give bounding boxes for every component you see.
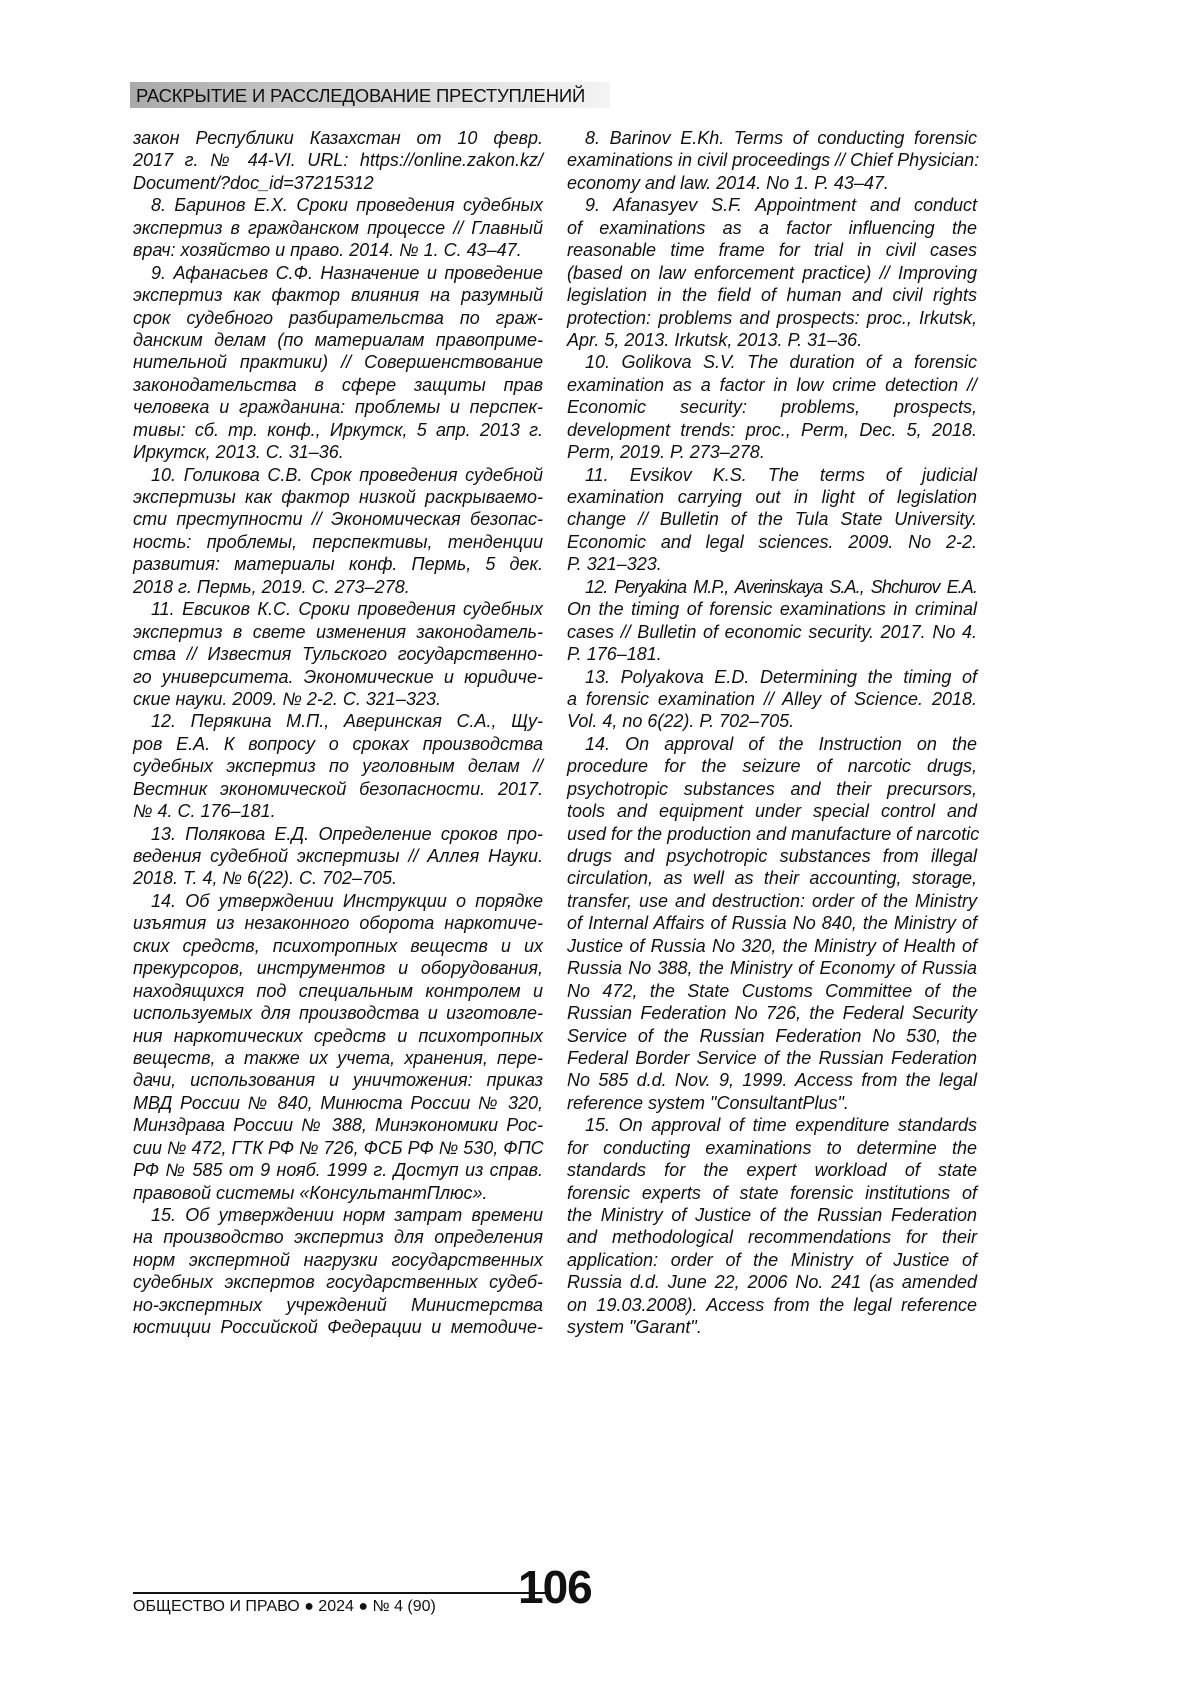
reference-line: ства // Известия Тульского государственно- — [133, 643, 543, 665]
reference-line: 10. Голикова С.В. Срок проведения судебной — [133, 464, 543, 486]
reference-line: P. 176–181. — [567, 643, 977, 665]
reference-line: Service of the Russian Federation No 530, the — [567, 1025, 977, 1047]
reference-line: Иркутск, 2013. С. 31–36. — [133, 441, 543, 463]
reference-line: drugs and psychotropic substances from illegal — [567, 845, 977, 867]
reference-line: Economic security: problems, prospects, — [567, 396, 977, 418]
reference-line: cases // Bulletin of economic security. 2017. No 4. — [567, 621, 977, 643]
reference-line: legislation in the field of human and civil rights — [567, 284, 977, 306]
page-number: 106 — [518, 1560, 592, 1614]
reference-line: examination as a factor in low crime detection // — [567, 374, 977, 396]
reference-line: ские науки. 2009. № 2-2. С. 321–323. — [133, 688, 543, 710]
reference-entry — [133, 262, 543, 464]
reference-line: судебных экспертиз по уголовным делам // — [133, 755, 543, 777]
reference-line: on 19.03.2008). Access from the legal reference — [567, 1294, 977, 1316]
reference-line: Document/?doc_id=37215312 — [133, 172, 543, 194]
reference-entry — [567, 351, 977, 463]
reference-line: 10. Golikova S.V. The duration of a forensic — [567, 351, 977, 373]
reference-entry — [567, 194, 977, 351]
reference-line: данским делам (по материалам правоприме- — [133, 329, 543, 351]
reference-entry — [133, 1204, 543, 1339]
reference-entry — [567, 666, 977, 733]
reference-line: № 4. С. 176–181. — [133, 800, 543, 822]
reference-line: человека и гражданина: проблемы и перспек- — [133, 396, 543, 418]
reference-line: the Ministry of Justice of the Russian Federation — [567, 1204, 977, 1226]
reference-line: РФ № 585 от 9 нояб. 1999 г. Доступ из справ. — [133, 1159, 543, 1181]
reference-line: On the timing of forensic examinations in criminal — [567, 598, 977, 620]
reference-line: Russia No 388, the Ministry of Economy of Russia — [567, 957, 977, 979]
reference-line: экспертизы как фактор низкой раскрываемо- — [133, 486, 543, 508]
reference-entry — [133, 194, 543, 261]
reference-line: сти преступности // Экономическая безопас- — [133, 508, 543, 530]
reference-line: ских средств, психотропных веществ и их — [133, 935, 543, 957]
reference-line: reference system "ConsultantPlus". — [567, 1092, 977, 1114]
reference-line: psychotropic substances and their precursors, — [567, 778, 977, 800]
reference-line: of Internal Affairs of Russia No 840, the Ministry of — [567, 912, 977, 934]
reference-line: 14. On approval of the Instruction on the — [567, 733, 977, 755]
reference-line: Apr. 5, 2013. Irkutsk, 2013. P. 31–36. — [567, 329, 977, 351]
reference-line: на производство экспертиз для определения — [133, 1226, 543, 1248]
reference-line: тивы: сб. тр. конф., Иркутск, 5 апр. 2013 г. — [133, 419, 543, 441]
reference-line: 9. Афанасьев С.Ф. Назначение и проведение — [133, 262, 543, 284]
reference-line: circulation, as well as their accounting, storage, — [567, 867, 977, 889]
reference-line: 14. Об утверждении Инструкции о порядке — [133, 890, 543, 912]
reference-line: Justice of Russia No 320, the Ministry of Health of — [567, 935, 977, 957]
reference-line: a forensic examination // Alley of Science. 2018. — [567, 688, 977, 710]
reference-line: го университета. Экономические и юридиче- — [133, 666, 543, 688]
reference-entry — [133, 464, 543, 599]
reference-line: Минздрава России № 388, Минэкономики Рос- — [133, 1114, 543, 1136]
reference-entry — [133, 823, 543, 890]
reference-line: но-экспертных учреждений Министерства — [133, 1294, 543, 1316]
reference-line: standards for the expert workload of state — [567, 1159, 977, 1181]
reference-line: законодательства в сфере защиты прав — [133, 374, 543, 396]
reference-entry — [567, 576, 977, 666]
reference-line: Vol. 4, no 6(22). P. 702–705. — [567, 710, 977, 732]
reference-line: прекурсоров, инструментов и оборудования, — [133, 957, 543, 979]
reference-line: forensic experts of state forensic institutions of — [567, 1182, 977, 1204]
reference-line: 11. Евсиков К.С. Сроки проведения судебных — [133, 598, 543, 620]
reference-line: норм экспертной нагрузки государственных — [133, 1249, 543, 1271]
reference-line: reasonable time frame for trial in civil cases — [567, 239, 977, 261]
reference-line: экспертиз в гражданском процессе // Главный — [133, 217, 543, 239]
reference-line: 2018 г. Пермь, 2019. С. 273–278. — [133, 576, 543, 598]
reference-line: change // Bulletin of the Tula State University. — [567, 508, 977, 530]
reference-line: No 585 d.d. Nov. 9, 1999. Access from the legal — [567, 1069, 977, 1091]
reference-line: используемых для производства и изготовле- — [133, 1002, 543, 1024]
reference-line: развития: материалы конф. Пермь, 5 дек. — [133, 553, 543, 575]
reference-line: правовой системы «КонсультантПлюс». — [133, 1182, 543, 1204]
reference-entry — [567, 127, 977, 194]
reference-line: examinations in civil proceedings // Chief Physician: — [567, 149, 977, 171]
reference-line: used for the production and manufacture of narcotic — [567, 823, 977, 845]
section-title: РАСКРЫТИЕ И РАССЛЕДОВАНИЕ ПРЕСТУПЛЕНИЙ — [136, 85, 585, 107]
reference-line: P. 321–323. — [567, 553, 977, 575]
reference-line: for conducting examinations to determine the — [567, 1137, 977, 1159]
reference-line: веществ, а также их учета, хранения, пере- — [133, 1047, 543, 1069]
reference-line: 15. Об утверждении норм затрат времени — [133, 1204, 543, 1226]
reference-line: находящихся под специальным контролем и — [133, 980, 543, 1002]
reference-line: 8. Barinov E.Kh. Terms of conducting forensic — [567, 127, 977, 149]
reference-line: tools and equipment under special control and — [567, 800, 977, 822]
reference-line: врач: хозяйство и право. 2014. № 1. С. 43–47. — [133, 239, 543, 261]
reference-line: судебных экспертов государственных судеб- — [133, 1271, 543, 1293]
reference-line: 13. Полякова Е.Д. Определение сроков про- — [133, 823, 543, 845]
reference-line: transfer, use and destruction: order of the Ministry — [567, 890, 977, 912]
reference-entry — [567, 464, 977, 576]
reference-line: development trends: proc., Perm, Dec. 5, 2018. — [567, 419, 977, 441]
reference-line: 11. Evsikov K.S. The terms of judicial — [567, 464, 977, 486]
reference-line: 15. On approval of time expenditure standards — [567, 1114, 977, 1136]
reference-line: of examinations as a factor influencing the — [567, 217, 977, 239]
reference-line: 12. Peryakina M.P., Averinskaya S.A., Shchurov E.A. — [567, 576, 977, 598]
reference-line: ров Е.А. К вопросу о сроках производства — [133, 733, 543, 755]
reference-line: and methodological recommendations for their — [567, 1226, 977, 1248]
reference-line: МВД России № 840, Минюста России № 320, — [133, 1092, 543, 1114]
reference-line: application: order of the Ministry of Justice of — [567, 1249, 977, 1271]
reference-line: Economic and legal sciences. 2009. No 2-2. — [567, 531, 977, 553]
reference-entry — [567, 1114, 977, 1338]
reference-line: 2017 г. № 44-VI. URL: https://online.zakon.kz/ — [133, 149, 543, 171]
reference-line: экспертиз в свете изменения законодатель- — [133, 621, 543, 643]
reference-entry — [133, 890, 543, 1204]
reference-line: Perm, 2019. P. 273–278. — [567, 441, 977, 463]
reference-entry — [133, 710, 543, 822]
reference-line: сии № 472, ГТК РФ № 726, ФСБ РФ № 530, ФПС — [133, 1137, 543, 1159]
reference-line: procedure for the seizure of narcotic drugs, — [567, 755, 977, 777]
reference-line: срок судебного разбирательства по граж- — [133, 307, 543, 329]
reference-line: Russian Federation No 726, the Federal Security — [567, 1002, 977, 1024]
references-russian-column — [133, 127, 543, 1339]
reference-line: Вестник экономической безопасности. 2017. — [133, 778, 543, 800]
reference-line: ность: проблемы, перспективы, тенденции — [133, 531, 543, 553]
reference-entry — [567, 733, 977, 1114]
reference-line: examination carrying out in light of legislation — [567, 486, 977, 508]
reference-line: 13. Polyakova E.D. Determining the timing of — [567, 666, 977, 688]
reference-line: 2018. Т. 4, № 6(22). С. 702–705. — [133, 867, 543, 889]
reference-line: нительной практики) // Совершенствование — [133, 351, 543, 373]
reference-line: No 472, the State Customs Committee of the — [567, 980, 977, 1002]
footer-rule — [133, 1592, 545, 1594]
reference-line: Federal Border Service of the Russian Federation — [567, 1047, 977, 1069]
reference-entry — [133, 598, 543, 710]
reference-line: юстиции Российской Федерации и методиче- — [133, 1316, 543, 1338]
reference-line: 8. Баринов Е.Х. Сроки проведения судебных — [133, 194, 543, 216]
reference-line: изъятия из незаконного оборота наркотиче- — [133, 912, 543, 934]
reference-line: дачи, использования и уничтожения: приказ — [133, 1069, 543, 1091]
journal-footer: ОБЩЕСТВО И ПРАВО ● 2024 ● № 4 (90) — [133, 1598, 436, 1616]
reference-line: 12. Перякина М.П., Аверинская С.А., Щу- — [133, 710, 543, 732]
reference-line: economy and law. 2014. No 1. P. 43–47. — [567, 172, 977, 194]
reference-line: 9. Afanasyev S.F. Appointment and conduct — [567, 194, 977, 216]
references-english-column — [567, 127, 977, 1339]
reference-entry — [133, 127, 543, 194]
reference-line: (based on law enforcement practice) // Improving — [567, 262, 977, 284]
section-header-band — [130, 82, 610, 108]
reference-line: Russia d.d. June 22, 2006 No. 241 (as amended — [567, 1271, 977, 1293]
reference-line: ния наркотических средств и психотропных — [133, 1025, 543, 1047]
reference-line: закон Республики Казахстан от 10 февр. — [133, 127, 543, 149]
reference-line: system "Garant". — [567, 1316, 977, 1338]
reference-line: protection: problems and prospects: proc., Irkutsk, — [567, 307, 977, 329]
reference-line: ведения судебной экспертизы // Аллея Науки. — [133, 845, 543, 867]
reference-line: экспертиз как фактор влияния на разумный — [133, 284, 543, 306]
